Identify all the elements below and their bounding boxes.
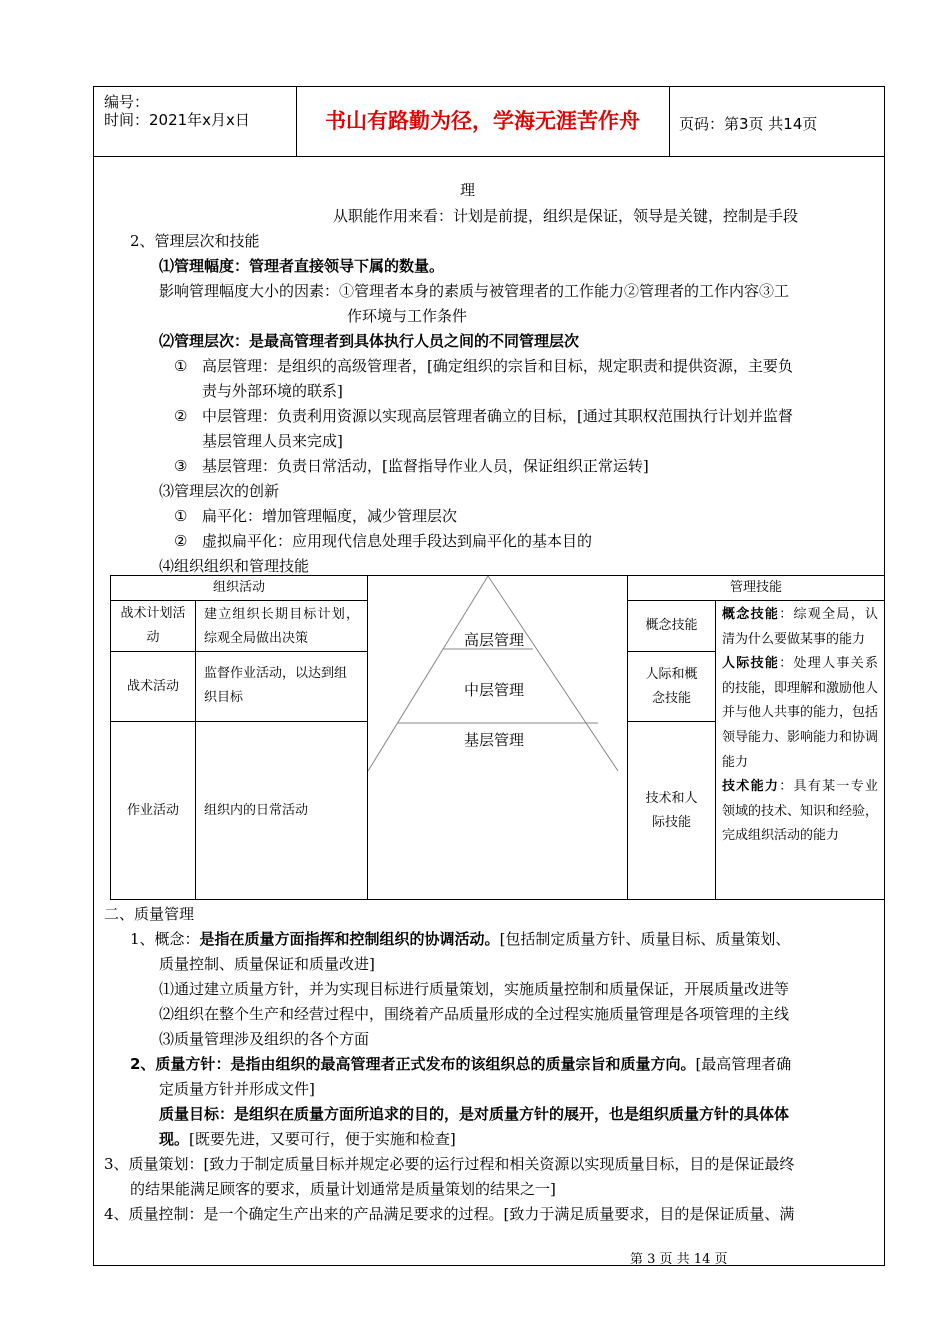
skill-desc-1-text: ：综观全局，认清为什么要做某事的能力 <box>722 607 878 647</box>
item-2-line-b: 基层管理人员来完成] <box>202 432 343 450</box>
item-2-number: ② <box>174 407 188 425</box>
quality-policy-line-b: 定质量方针并形成文件] <box>159 1080 315 1098</box>
activity-2: 战术活动 <box>110 651 196 722</box>
item-3-line: 基层管理：负责日常活动，[监督指导作业人员，保证组织正常运转] <box>202 457 649 475</box>
quality-concept-1: ⑴通过建立质量方针，并为实现目标进行质量策划，实施质量控制和质量保证，开展质量改进等 <box>159 980 790 998</box>
line-li: 理 <box>460 181 476 199</box>
skill-desc-2-title: 人际技能 <box>722 656 780 672</box>
quality-goal-rest: [既要先进，又要可行，便于实施和检查] <box>189 1130 456 1148</box>
quality-policy-line-a <box>130 1054 791 1074</box>
activity-3-desc: 组织内的日常活动 <box>195 721 368 900</box>
skill-desc-2-text: ：处理人事关系的技能，即理解和激励他人并与他人共事的能力，包括领导能力、影响能力和协调能力 <box>722 656 879 770</box>
line-function: 从职能作用来看：计划是前提，组织是保证，领导是关键，控制是手段 <box>333 207 799 225</box>
skill-desc-3-title: 技术能力 <box>722 779 780 795</box>
right-header: 管理技能 <box>627 575 885 601</box>
quality-concept-line-a <box>130 929 790 949</box>
skills-title: ⑷组织组织和管理技能 <box>159 557 310 575</box>
activity-1: 战术计划活动 <box>110 600 196 652</box>
pyramid-bottom: 基层管理 <box>464 731 525 749</box>
skill-2: 人际和概念技能 <box>627 651 716 722</box>
page-footer: 第 3 页 共 14 页 <box>630 1252 728 1267</box>
skill-desc-1-title: 概念技能 <box>722 607 780 622</box>
section-2-title: 2、管理层次和技能 <box>130 232 260 250</box>
pyramid-middle: 中层管理 <box>464 681 525 699</box>
item-1-number: ① <box>174 357 188 375</box>
quality-concept-2: ⑵组织在整个生产和经营过程中，围绕着产品质量形成的全过程实施质量管理是各项管理的主线 <box>159 1005 790 1023</box>
quality-concept-bold: 是指在质量方面指挥和控制组织的协调活动。 <box>199 930 500 948</box>
quality-goal-line-a: 质量目标：是组织在质量方面所追求的目的，是对质量方针的展开，也是组织质量方针的具体体 <box>159 1105 790 1123</box>
number-label: 编号： <box>104 93 150 111</box>
quality-concept-label: 1、概念： <box>130 930 200 948</box>
header <box>94 87 884 157</box>
time-label: 时间：2021年x月x日 <box>104 111 250 129</box>
quality-planning-line-b: 的结果能满足顾客的要求，质量计划通常是质量策划的结果之一] <box>130 1180 556 1198</box>
factors-line-b: 作环境与工作条件 <box>347 307 468 325</box>
quality-planning-line-a: 3、质量策划：[致力于制定质量目标并规定必要的运行过程和相关资源以实现质量目标，目的是保证最终 <box>104 1155 795 1173</box>
innovation-2-number: ② <box>174 532 188 550</box>
quality-title: 二、质量管理 <box>104 905 195 923</box>
factors-line-a: 影响管理幅度大小的因素：①管理者本身的素质与被管理者的工作能力②管理者的工作内容③工 <box>159 282 790 300</box>
quality-control-line: 4、质量控制：是一个确定生产出来的产品满足要求的过程。[致力于满足质量要求，目的是保证质量、满 <box>104 1205 795 1223</box>
skill-desc-3-text: ：具有某一专业领域的技术、知识和经验，完成组织活动的能力 <box>722 779 879 844</box>
activity-1-desc: 建立组织长期目标计划，综观全局做出决策 <box>195 600 368 652</box>
management-levels: ⑵管理层次：是最高管理者到具体执行人员之间的不同管理层次 <box>159 332 580 350</box>
quality-concept-3: ⑶质量管理涉及组织的各个方面 <box>159 1030 370 1048</box>
span-of-control: ⑴管理幅度：管理者直接领导下属的数量。 <box>159 257 445 275</box>
quality-policy-rest: [最高管理者确 <box>695 1055 792 1073</box>
item-1-line-b: 责与外部环境的联系] <box>202 382 343 400</box>
innovation-1-number: ① <box>174 507 188 525</box>
activity-3: 作业活动 <box>110 721 196 900</box>
skill-1: 概念技能 <box>627 600 716 652</box>
motto: 书山有路勤为径，学海无涯苦作舟 <box>296 87 670 156</box>
pyramid-top: 高层管理 <box>464 631 525 649</box>
activity-2-desc: 监督作业活动，以达到组织目标 <box>195 651 368 722</box>
item-2-line-a: 中层管理：负责利用资源以实现高层管理者确立的目标，[通过其职权范围执行计划并监督 <box>202 407 793 425</box>
left-header: 组织活动 <box>110 575 368 601</box>
quality-goal-line-b <box>159 1129 456 1149</box>
skill-descriptions <box>715 600 885 900</box>
skill-3: 技术和人际技能 <box>627 721 716 900</box>
quality-concept-rest: [包括制定质量方针、质量目标、质量策划、 <box>499 930 791 948</box>
quality-goal-bold-end: 现。 <box>159 1130 190 1148</box>
innovation-2: 虚拟扁平化：应用现代信息处理手段达到扁平化的基本目的 <box>202 532 593 550</box>
item-1-line-a: 高层管理：是组织的高级管理者，[确定组织的宗旨和目标，规定职责和提供资源，主要负 <box>202 357 793 375</box>
pyramid-cell <box>367 575 628 900</box>
quality-concept-line-b: 质量控制、质量保证和质量改进] <box>159 955 375 973</box>
innovation-1: 扁平化：增加管理幅度，减少管理层次 <box>202 507 458 525</box>
innovation-title: ⑶管理层次的创新 <box>159 482 280 500</box>
quality-policy-bold: 2、质量方针：是指由组织的最高管理者正式发布的该组织总的质量宗旨和质量方向。 <box>130 1055 696 1073</box>
header-left <box>94 87 297 156</box>
page-info: 页码：第3页 共14页 <box>679 115 818 133</box>
item-3-number: ③ <box>174 457 188 475</box>
